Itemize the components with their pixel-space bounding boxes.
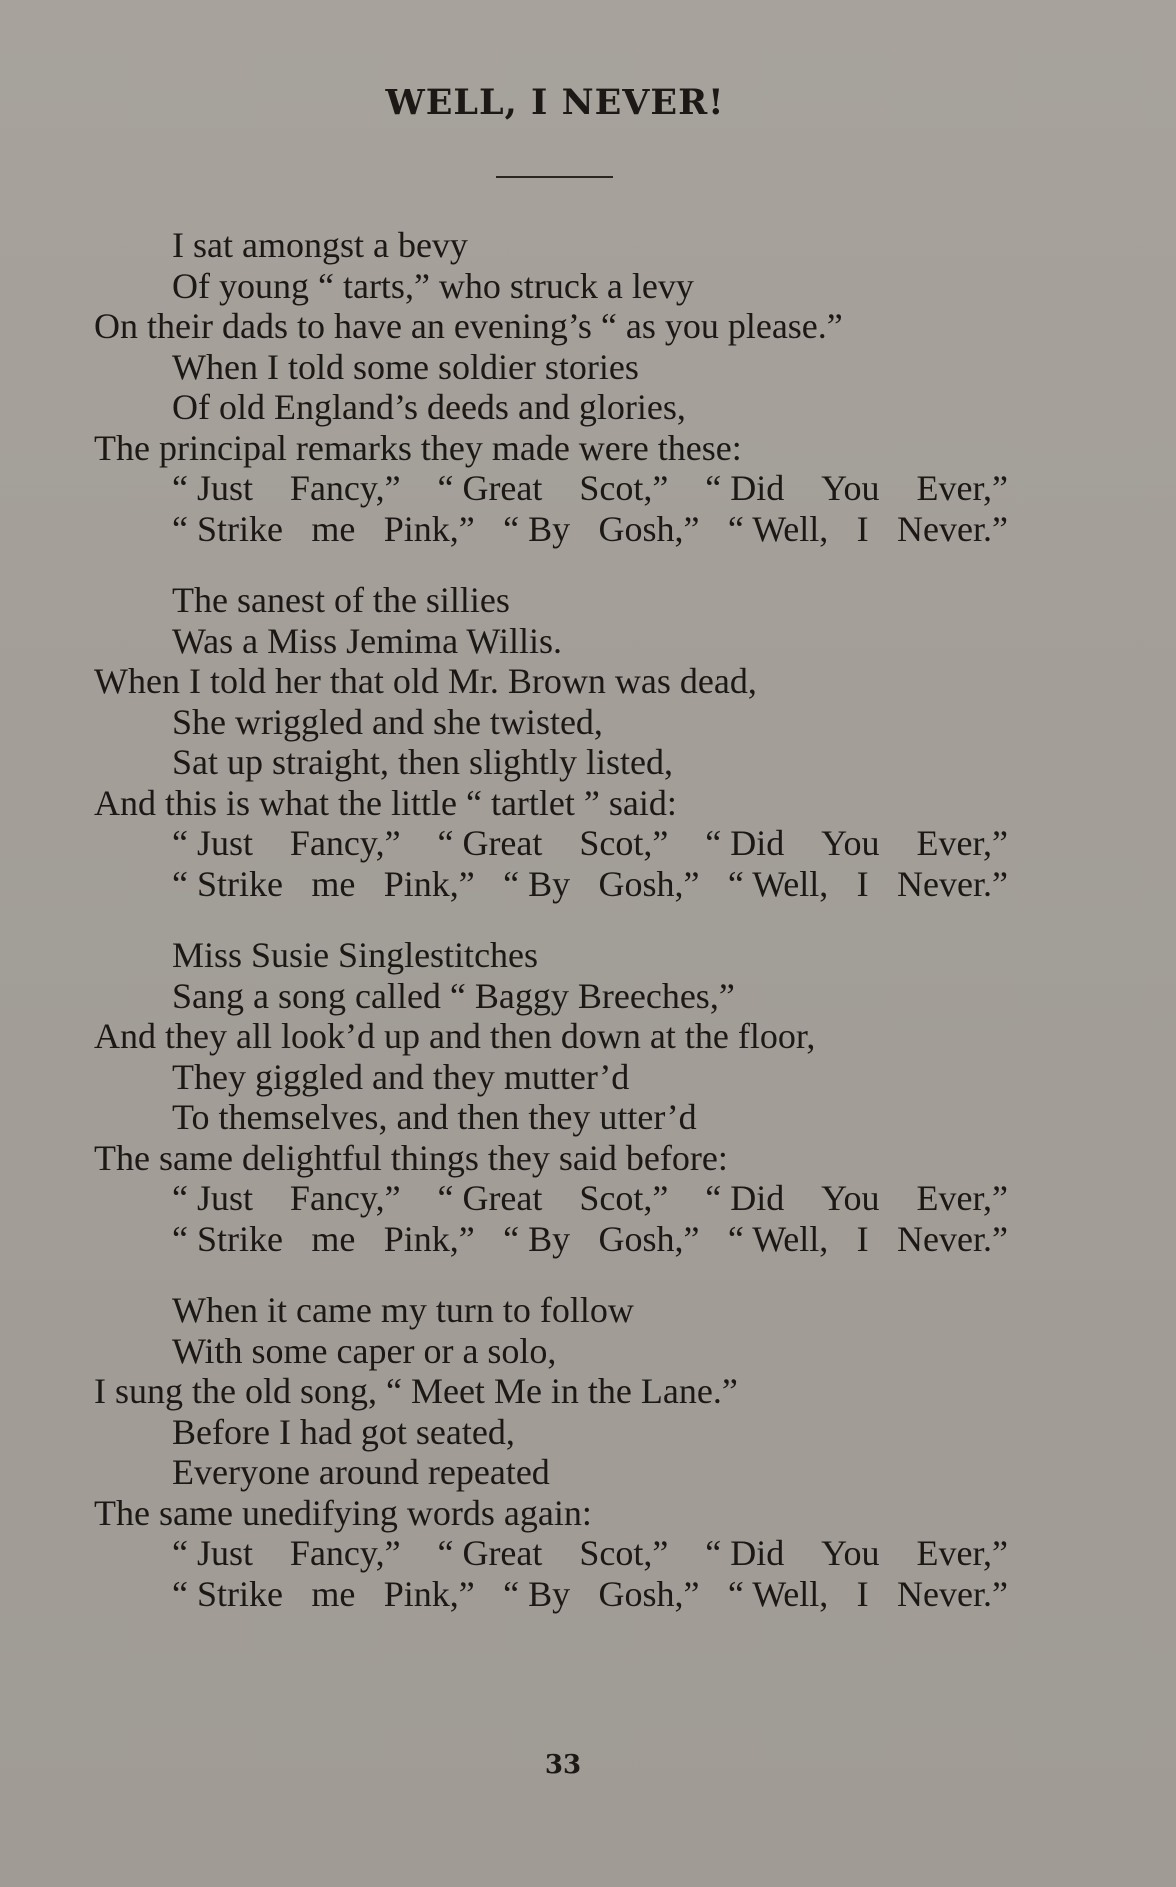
verse-line: The principal remarks they made were these: — [94, 427, 742, 468]
verse-line: She wriggled and she twisted, — [172, 701, 603, 742]
refrain-word: Ever,” — [916, 468, 1008, 508]
refrain-word: You — [821, 468, 880, 508]
refrain-word: “ Just — [172, 1178, 253, 1218]
refrain-word: You — [821, 1178, 880, 1218]
refrain-word: Fancy,” — [289, 1533, 401, 1573]
refrain-word: Ever,” — [916, 1178, 1008, 1218]
refrain-word: “ By — [503, 863, 571, 904]
refrain-word: me — [311, 508, 356, 549]
refrain-word: “ Strike — [172, 508, 283, 549]
refrain-word: Gosh,” — [598, 1573, 700, 1614]
refrain-word: “ Well, — [727, 1573, 829, 1614]
refrain-word: “ Did — [705, 1533, 785, 1573]
refrain-word: I — [856, 1218, 869, 1259]
verse-line: When it came my turn to follow — [172, 1290, 634, 1330]
refrain-word: “ Well, — [727, 863, 829, 904]
stanza — [94, 1290, 1024, 1614]
refrain-word: me — [311, 1573, 356, 1614]
verse-line: The sanest of the sillies — [172, 580, 510, 620]
refrain-word: Gosh,” — [598, 1218, 700, 1259]
refrain-word: Never.” — [897, 1218, 1008, 1259]
verse-line: With some caper or a solo, — [172, 1330, 557, 1371]
refrain-word: “ Well, — [727, 508, 829, 549]
refrain-word: “ Strike — [172, 1218, 283, 1259]
verse-line: Miss Susie Singlestitches — [172, 935, 539, 975]
verse-line: The same unedifying words again: — [94, 1492, 592, 1533]
refrain-word: I — [856, 508, 869, 549]
verse-line: When I told some soldier stories — [172, 346, 639, 387]
verse-line: I sung the old song, “ Meet Me in the Lane.” — [94, 1371, 738, 1411]
refrain-word: I — [856, 863, 869, 904]
page-number: 33 — [544, 1750, 582, 1780]
refrain-line — [94, 1219, 1008, 1260]
refrain-line — [94, 1533, 1008, 1574]
verse-line: Everyone around repeated — [172, 1452, 550, 1492]
refrain-word: Fancy,” — [289, 823, 401, 863]
verse-line: When I told her that old Mr. Brown was dead, — [94, 661, 757, 701]
refrain-line — [94, 1574, 1008, 1615]
refrain-word: “ Great — [437, 823, 543, 863]
refrain-word: Gosh,” — [598, 863, 700, 904]
refrain-word: “ Did — [705, 823, 785, 863]
refrain-word: Pink,” — [383, 863, 475, 904]
refrain-word: Fancy,” — [289, 468, 401, 508]
refrain-word: Pink,” — [383, 1218, 475, 1259]
refrain-word: “ Just — [172, 823, 253, 863]
verse-line: They giggled and they mutter’d — [172, 1056, 630, 1097]
verse-line: Of old England’s deeds and glories, — [172, 387, 686, 427]
refrain-word: “ By — [503, 508, 571, 549]
refrain-word: “ Great — [437, 1178, 543, 1218]
refrain-word: I — [856, 1573, 869, 1614]
verse-line: Sat up straight, then slightly listed, — [172, 742, 673, 782]
refrain-word: Never.” — [897, 1573, 1008, 1614]
refrain-word: “ Just — [172, 1533, 253, 1573]
title-divider — [496, 176, 613, 178]
verse-line: The same delightful things they said before: — [94, 1137, 728, 1178]
refrain-word: “ Just — [172, 468, 253, 508]
refrain-word: Never.” — [897, 863, 1008, 904]
refrain-word: “ Well, — [727, 1218, 829, 1259]
refrain-word: “ Did — [705, 468, 785, 508]
stanza — [94, 935, 1024, 1259]
refrain-word: You — [821, 1533, 880, 1573]
verse-line: And this is what the little “ tartlet ” said: — [94, 782, 677, 823]
refrain-line — [94, 468, 1008, 509]
refrain-word: Never.” — [897, 508, 1008, 549]
refrain-word: “ By — [503, 1218, 571, 1259]
verse-line: Of young “ tarts,” who struck a levy — [172, 265, 694, 306]
refrain-word: Gosh,” — [598, 508, 700, 549]
refrain-word: Ever,” — [916, 823, 1008, 863]
refrain-word: Pink,” — [383, 508, 475, 549]
refrain-word: me — [311, 863, 356, 904]
verse-line: I sat amongst a bevy — [172, 225, 468, 265]
refrain-line — [94, 823, 1008, 864]
refrain-word: “ Great — [437, 468, 543, 508]
refrain-word: Pink,” — [383, 1573, 475, 1614]
refrain-line — [94, 509, 1008, 550]
verse-line: Sang a song called “ Baggy Breeches,” — [172, 975, 735, 1016]
verse-line: To themselves, and then they utter’d — [172, 1097, 697, 1137]
refrain-word: “ Great — [437, 1533, 543, 1573]
refrain-line — [94, 864, 1008, 905]
verse-line: On their dads to have an evening’s “ as you please.” — [94, 306, 843, 346]
verse-line: Was a Miss Jemima Willis. — [172, 620, 562, 661]
verse-line: And they all look’d up and then down at the floor, — [94, 1016, 816, 1056]
refrain-word: Scot,” — [579, 468, 669, 508]
refrain-word: Fancy,” — [289, 1178, 401, 1218]
refrain-word: me — [311, 1218, 356, 1259]
verse-line: Before I had got seated, — [172, 1411, 515, 1452]
refrain-word: “ By — [503, 1573, 571, 1614]
refrain-line — [94, 1178, 1008, 1219]
refrain-word: “ Strike — [172, 1573, 283, 1614]
refrain-word: Scot,” — [579, 1533, 669, 1573]
refrain-word: Scot,” — [579, 1178, 669, 1218]
refrain-word: “ Strike — [172, 863, 283, 904]
stanza — [94, 580, 1024, 904]
refrain-word: You — [821, 823, 880, 863]
refrain-word: Ever,” — [916, 1533, 1008, 1573]
refrain-word: “ Did — [705, 1178, 785, 1218]
stanza — [94, 225, 1024, 549]
refrain-word: Scot,” — [579, 823, 669, 863]
page-title: WELL, I NEVER! — [385, 82, 725, 123]
poem-body — [94, 225, 1024, 1645]
